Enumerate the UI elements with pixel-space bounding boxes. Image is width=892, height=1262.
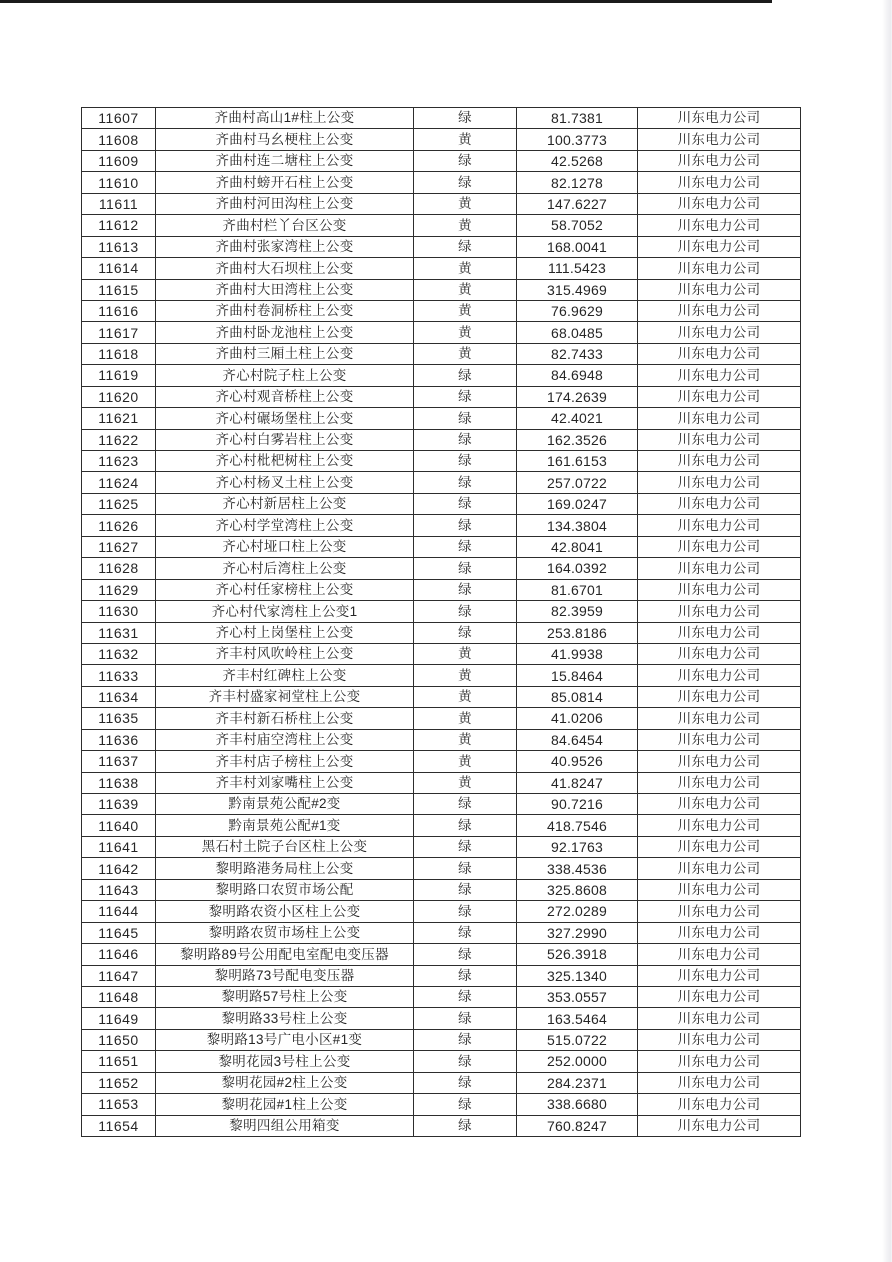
cell-company-name: 川东电力公司 (638, 965, 801, 986)
cell-status-color: 黄 (414, 772, 517, 793)
cell-record-id: 11617 (82, 322, 156, 343)
cell-transformer-name: 黑石村土院子台区柱上公变 (156, 836, 414, 857)
cell-record-id: 11615 (82, 279, 156, 300)
cell-company-name: 川东电力公司 (638, 643, 801, 664)
cell-company-name: 川东电力公司 (638, 300, 801, 321)
cell-transformer-name: 齐丰村红碑柱上公变 (156, 665, 414, 686)
cell-record-id: 11650 (82, 1029, 156, 1050)
cell-company-name: 川东电力公司 (638, 322, 801, 343)
cell-status-color: 绿 (414, 901, 517, 922)
cell-status-color: 绿 (414, 558, 517, 579)
cell-record-id: 11613 (82, 236, 156, 257)
table-row (82, 215, 801, 236)
cell-capacity-value: 257.0722 (517, 472, 638, 493)
cell-record-id: 11622 (82, 429, 156, 450)
cell-status-color: 黄 (414, 708, 517, 729)
cell-status-color: 绿 (414, 794, 517, 815)
cell-status-color: 绿 (414, 150, 517, 171)
table-row (82, 1008, 801, 1029)
cell-company-name: 川东电力公司 (638, 408, 801, 429)
cell-company-name: 川东电力公司 (638, 579, 801, 600)
cell-record-id: 11628 (82, 558, 156, 579)
cell-capacity-value: 253.8186 (517, 622, 638, 643)
cell-status-color: 绿 (414, 536, 517, 557)
table-row (82, 879, 801, 900)
cell-status-color: 黄 (414, 751, 517, 772)
cell-capacity-value: 111.5423 (517, 258, 638, 279)
cell-transformer-name: 齐曲村三厢土柱上公变 (156, 343, 414, 364)
cell-company-name: 川东电力公司 (638, 836, 801, 857)
cell-record-id: 11621 (82, 408, 156, 429)
cell-capacity-value: 92.1763 (517, 836, 638, 857)
cell-capacity-value: 82.3959 (517, 601, 638, 622)
cell-transformer-name: 黎明路口农贸市场公配 (156, 879, 414, 900)
cell-status-color: 绿 (414, 408, 517, 429)
table-row (82, 150, 801, 171)
table-row (82, 236, 801, 257)
cell-company-name: 川东电力公司 (638, 108, 801, 129)
cell-status-color: 绿 (414, 515, 517, 536)
table-row (82, 129, 801, 150)
scan-top-bar-artifact (0, 0, 772, 3)
cell-transformer-name: 齐曲村高山1#柱上公变 (156, 108, 414, 129)
cell-record-id: 11645 (82, 922, 156, 943)
cell-record-id: 11646 (82, 944, 156, 965)
cell-status-color: 绿 (414, 1029, 517, 1050)
cell-transformer-name: 齐曲村大田湾柱上公变 (156, 279, 414, 300)
cell-record-id: 11611 (82, 193, 156, 214)
cell-status-color: 绿 (414, 622, 517, 643)
table-row (82, 579, 801, 600)
cell-capacity-value: 76.9629 (517, 300, 638, 321)
cell-capacity-value: 42.8041 (517, 536, 638, 557)
table-row (82, 751, 801, 772)
cell-company-name: 川东电力公司 (638, 922, 801, 943)
table-row (82, 601, 801, 622)
cell-company-name: 川东电力公司 (638, 1008, 801, 1029)
cell-capacity-value: 81.7381 (517, 108, 638, 129)
cell-status-color: 绿 (414, 108, 517, 129)
cell-record-id: 11630 (82, 601, 156, 622)
cell-company-name: 川东电力公司 (638, 708, 801, 729)
cell-record-id: 11632 (82, 643, 156, 664)
cell-company-name: 川东电力公司 (638, 150, 801, 171)
cell-capacity-value: 82.1278 (517, 172, 638, 193)
cell-company-name: 川东电力公司 (638, 536, 801, 557)
cell-status-color: 绿 (414, 601, 517, 622)
table-row (82, 708, 801, 729)
cell-transformer-name: 齐曲村栏丫台区公变 (156, 215, 414, 236)
cell-company-name: 川东电力公司 (638, 794, 801, 815)
cell-transformer-name: 齐丰村新石桥柱上公变 (156, 708, 414, 729)
cell-capacity-value: 82.7433 (517, 343, 638, 364)
cell-capacity-value: 338.4536 (517, 858, 638, 879)
table-row (82, 108, 801, 129)
table-row (82, 386, 801, 407)
cell-capacity-value: 163.5464 (517, 1008, 638, 1029)
cell-capacity-value: 272.0289 (517, 901, 638, 922)
cell-record-id: 11607 (82, 108, 156, 129)
cell-company-name: 川东电力公司 (638, 772, 801, 793)
cell-transformer-name: 齐心村碾场堡柱上公变 (156, 408, 414, 429)
table-row (82, 279, 801, 300)
cell-capacity-value: 90.7216 (517, 794, 638, 815)
cell-record-id: 11639 (82, 794, 156, 815)
cell-transformer-name: 黎明路89号公用配电室配电变压器 (156, 944, 414, 965)
cell-transformer-name: 齐曲村张家湾柱上公变 (156, 236, 414, 257)
cell-transformer-name: 齐心村枇杷树柱上公变 (156, 451, 414, 472)
cell-record-id: 11626 (82, 515, 156, 536)
cell-status-color: 黄 (414, 665, 517, 686)
cell-status-color: 绿 (414, 858, 517, 879)
cell-capacity-value: 162.3526 (517, 429, 638, 450)
table-row (82, 643, 801, 664)
cell-record-id: 11647 (82, 965, 156, 986)
cell-transformer-name: 齐心村上岗堡柱上公变 (156, 622, 414, 643)
cell-capacity-value: 15.8464 (517, 665, 638, 686)
table-row (82, 1072, 801, 1093)
cell-transformer-name: 齐心村院子柱上公变 (156, 365, 414, 386)
cell-company-name: 川东电力公司 (638, 558, 801, 579)
cell-record-id: 11648 (82, 986, 156, 1007)
table-row (82, 493, 801, 514)
cell-company-name: 川东电力公司 (638, 493, 801, 514)
cell-transformer-name: 齐心村后湾柱上公变 (156, 558, 414, 579)
cell-transformer-name: 齐心村学堂湾柱上公变 (156, 515, 414, 536)
table-row (82, 729, 801, 750)
cell-company-name: 川东电力公司 (638, 1115, 801, 1136)
cell-company-name: 川东电力公司 (638, 901, 801, 922)
cell-company-name: 川东电力公司 (638, 472, 801, 493)
cell-company-name: 川东电力公司 (638, 1029, 801, 1050)
table-row (82, 536, 801, 557)
cell-company-name: 川东电力公司 (638, 215, 801, 236)
cell-record-id: 11653 (82, 1094, 156, 1115)
cell-record-id: 11649 (82, 1008, 156, 1029)
cell-capacity-value: 85.0814 (517, 686, 638, 707)
cell-company-name: 川东电力公司 (638, 879, 801, 900)
cell-company-name: 川东电力公司 (638, 129, 801, 150)
table-row (82, 429, 801, 450)
cell-status-color: 黄 (414, 129, 517, 150)
cell-capacity-value: 338.6680 (517, 1094, 638, 1115)
table-row (82, 300, 801, 321)
cell-record-id: 11631 (82, 622, 156, 643)
table-row (82, 408, 801, 429)
cell-transformer-name: 黔南景苑公配#2变 (156, 794, 414, 815)
cell-status-color: 绿 (414, 965, 517, 986)
cell-capacity-value: 526.3918 (517, 944, 638, 965)
cell-capacity-value: 515.0722 (517, 1029, 638, 1050)
cell-company-name: 川东电力公司 (638, 172, 801, 193)
cell-transformer-name: 齐曲村螃开石柱上公变 (156, 172, 414, 193)
cell-transformer-name: 黎明路13号广电小区#1变 (156, 1029, 414, 1050)
cell-transformer-name: 黎明路73号配电变压器 (156, 965, 414, 986)
cell-company-name: 川东电力公司 (638, 258, 801, 279)
table-body (82, 108, 801, 1137)
cell-transformer-name: 齐曲村河田沟柱上公变 (156, 193, 414, 214)
cell-status-color: 绿 (414, 944, 517, 965)
cell-company-name: 川东电力公司 (638, 986, 801, 1007)
cell-status-color: 黄 (414, 215, 517, 236)
cell-transformer-name: 黎明路33号柱上公变 (156, 1008, 414, 1029)
cell-status-color: 绿 (414, 986, 517, 1007)
cell-record-id: 11635 (82, 708, 156, 729)
cell-status-color: 绿 (414, 1072, 517, 1093)
cell-transformer-name: 黎明路57号柱上公变 (156, 986, 414, 1007)
cell-transformer-name: 齐丰村刘家嘴柱上公变 (156, 772, 414, 793)
cell-record-id: 11638 (82, 772, 156, 793)
cell-transformer-name: 齐曲村卷洞桥柱上公变 (156, 300, 414, 321)
table-row (82, 172, 801, 193)
table-row (82, 794, 801, 815)
cell-status-color: 绿 (414, 922, 517, 943)
cell-status-color: 绿 (414, 451, 517, 472)
cell-record-id: 11644 (82, 901, 156, 922)
table-row (82, 1115, 801, 1136)
cell-company-name: 川东电力公司 (638, 236, 801, 257)
cell-status-color: 绿 (414, 1051, 517, 1072)
cell-status-color: 黄 (414, 193, 517, 214)
cell-record-id: 11636 (82, 729, 156, 750)
cell-transformer-name: 黎明四组公用箱变 (156, 1115, 414, 1136)
table-row (82, 258, 801, 279)
table-row (82, 901, 801, 922)
cell-transformer-name: 齐丰村风吹岭柱上公变 (156, 643, 414, 664)
cell-capacity-value: 41.9938 (517, 643, 638, 664)
table-row (82, 965, 801, 986)
cell-record-id: 11624 (82, 472, 156, 493)
cell-status-color: 绿 (414, 172, 517, 193)
table-row (82, 451, 801, 472)
cell-record-id: 11619 (82, 365, 156, 386)
cell-capacity-value: 164.0392 (517, 558, 638, 579)
cell-status-color: 绿 (414, 236, 517, 257)
cell-capacity-value: 41.8247 (517, 772, 638, 793)
cell-transformer-name: 黎明路农贸市场柱上公变 (156, 922, 414, 943)
cell-record-id: 11641 (82, 836, 156, 857)
cell-status-color: 绿 (414, 879, 517, 900)
table-row (82, 558, 801, 579)
cell-transformer-name: 齐曲村连二塘柱上公变 (156, 150, 414, 171)
cell-capacity-value: 174.2639 (517, 386, 638, 407)
cell-record-id: 11612 (82, 215, 156, 236)
cell-record-id: 11609 (82, 150, 156, 171)
cell-record-id: 11623 (82, 451, 156, 472)
cell-capacity-value: 81.6701 (517, 579, 638, 600)
table-row (82, 772, 801, 793)
cell-record-id: 11608 (82, 129, 156, 150)
table-row (82, 836, 801, 857)
table-row (82, 1029, 801, 1050)
cell-status-color: 黄 (414, 300, 517, 321)
cell-capacity-value: 40.9526 (517, 751, 638, 772)
cell-capacity-value: 418.7546 (517, 815, 638, 836)
cell-status-color: 黄 (414, 729, 517, 750)
cell-company-name: 川东电力公司 (638, 279, 801, 300)
cell-company-name: 川东电力公司 (638, 193, 801, 214)
cell-status-color: 绿 (414, 365, 517, 386)
cell-record-id: 11616 (82, 300, 156, 321)
cell-record-id: 11614 (82, 258, 156, 279)
cell-status-color: 黄 (414, 258, 517, 279)
table-row (82, 472, 801, 493)
cell-company-name: 川东电力公司 (638, 365, 801, 386)
cell-company-name: 川东电力公司 (638, 1072, 801, 1093)
cell-transformer-name: 齐丰村店子榜柱上公变 (156, 751, 414, 772)
cell-capacity-value: 68.0485 (517, 322, 638, 343)
cell-company-name: 川东电力公司 (638, 944, 801, 965)
cell-status-color: 黄 (414, 686, 517, 707)
cell-capacity-value: 42.5268 (517, 150, 638, 171)
table-row (82, 1051, 801, 1072)
cell-capacity-value: 84.6948 (517, 365, 638, 386)
cell-company-name: 川东电力公司 (638, 622, 801, 643)
transformer-table (81, 107, 801, 1137)
cell-transformer-name: 黎明花园#1柱上公变 (156, 1094, 414, 1115)
cell-status-color: 黄 (414, 343, 517, 364)
cell-record-id: 11652 (82, 1072, 156, 1093)
cell-transformer-name: 齐心村代家湾柱上公变1 (156, 601, 414, 622)
cell-record-id: 11620 (82, 386, 156, 407)
cell-transformer-name: 齐心村新居柱上公变 (156, 493, 414, 514)
cell-capacity-value: 168.0041 (517, 236, 638, 257)
cell-transformer-name: 齐丰村盛家祠堂柱上公变 (156, 686, 414, 707)
cell-status-color: 绿 (414, 1094, 517, 1115)
cell-transformer-name: 齐丰村庙空湾柱上公变 (156, 729, 414, 750)
cell-company-name: 川东电力公司 (638, 1051, 801, 1072)
cell-transformer-name: 齐心村白雾岩柱上公变 (156, 429, 414, 450)
cell-record-id: 11610 (82, 172, 156, 193)
cell-company-name: 川东电力公司 (638, 451, 801, 472)
table-row (82, 365, 801, 386)
table-row (82, 944, 801, 965)
cell-status-color: 黄 (414, 322, 517, 343)
cell-transformer-name: 黎明花园3号柱上公变 (156, 1051, 414, 1072)
cell-transformer-name: 黎明路港务局柱上公变 (156, 858, 414, 879)
cell-company-name: 川东电力公司 (638, 858, 801, 879)
cell-record-id: 11651 (82, 1051, 156, 1072)
cell-capacity-value: 760.8247 (517, 1115, 638, 1136)
table-row (82, 858, 801, 879)
table-row (82, 1094, 801, 1115)
cell-transformer-name: 黔南景苑公配#1变 (156, 815, 414, 836)
cell-capacity-value: 325.1340 (517, 965, 638, 986)
cell-record-id: 11634 (82, 686, 156, 707)
cell-transformer-name: 齐心村杨叉土柱上公变 (156, 472, 414, 493)
cell-company-name: 川东电力公司 (638, 1094, 801, 1115)
cell-record-id: 11637 (82, 751, 156, 772)
cell-record-id: 11629 (82, 579, 156, 600)
cell-transformer-name: 齐心村垭口柱上公变 (156, 536, 414, 557)
table-row (82, 686, 801, 707)
table-row (82, 343, 801, 364)
cell-capacity-value: 58.7052 (517, 215, 638, 236)
cell-transformer-name: 齐曲村卧龙池柱上公变 (156, 322, 414, 343)
cell-company-name: 川东电力公司 (638, 601, 801, 622)
cell-status-color: 绿 (414, 1115, 517, 1136)
cell-status-color: 黄 (414, 643, 517, 664)
cell-record-id: 11625 (82, 493, 156, 514)
cell-capacity-value: 42.4021 (517, 408, 638, 429)
cell-record-id: 11654 (82, 1115, 156, 1136)
cell-status-color: 绿 (414, 386, 517, 407)
table-row (82, 815, 801, 836)
cell-status-color: 绿 (414, 429, 517, 450)
cell-record-id: 11642 (82, 858, 156, 879)
cell-capacity-value: 353.0557 (517, 986, 638, 1007)
cell-status-color: 绿 (414, 836, 517, 857)
cell-capacity-value: 327.2990 (517, 922, 638, 943)
cell-record-id: 11643 (82, 879, 156, 900)
cell-capacity-value: 284.2371 (517, 1072, 638, 1093)
cell-company-name: 川东电力公司 (638, 386, 801, 407)
cell-status-color: 绿 (414, 493, 517, 514)
cell-company-name: 川东电力公司 (638, 515, 801, 536)
cell-capacity-value: 41.0206 (517, 708, 638, 729)
cell-company-name: 川东电力公司 (638, 815, 801, 836)
cell-record-id: 11633 (82, 665, 156, 686)
cell-transformer-name: 齐心村观音桥柱上公变 (156, 386, 414, 407)
cell-capacity-value: 147.6227 (517, 193, 638, 214)
table-row (82, 322, 801, 343)
cell-company-name: 川东电力公司 (638, 729, 801, 750)
cell-company-name: 川东电力公司 (638, 686, 801, 707)
cell-transformer-name: 黎明路农资小区柱上公变 (156, 901, 414, 922)
cell-transformer-name: 齐曲村马幺梗柱上公变 (156, 129, 414, 150)
cell-capacity-value: 325.8608 (517, 879, 638, 900)
table-row (82, 665, 801, 686)
cell-transformer-name: 黎明花园#2柱上公变 (156, 1072, 414, 1093)
cell-capacity-value: 100.3773 (517, 129, 638, 150)
table-row (82, 193, 801, 214)
cell-status-color: 绿 (414, 1008, 517, 1029)
scan-right-edge-shadow (882, 0, 892, 1262)
cell-status-color: 绿 (414, 815, 517, 836)
cell-capacity-value: 84.6454 (517, 729, 638, 750)
cell-record-id: 11627 (82, 536, 156, 557)
table-row (82, 922, 801, 943)
table-row (82, 622, 801, 643)
cell-transformer-name: 齐曲村大石坝柱上公变 (156, 258, 414, 279)
cell-status-color: 绿 (414, 579, 517, 600)
cell-capacity-value: 134.3804 (517, 515, 638, 536)
cell-company-name: 川东电力公司 (638, 751, 801, 772)
cell-company-name: 川东电力公司 (638, 429, 801, 450)
cell-transformer-name: 齐心村任家榜柱上公变 (156, 579, 414, 600)
table-row (82, 515, 801, 536)
table-row (82, 986, 801, 1007)
cell-record-id: 11618 (82, 343, 156, 364)
cell-capacity-value: 315.4969 (517, 279, 638, 300)
cell-status-color: 绿 (414, 472, 517, 493)
cell-capacity-value: 252.0000 (517, 1051, 638, 1072)
cell-record-id: 11640 (82, 815, 156, 836)
cell-capacity-value: 169.0247 (517, 493, 638, 514)
cell-company-name: 川东电力公司 (638, 665, 801, 686)
cell-status-color: 黄 (414, 279, 517, 300)
cell-company-name: 川东电力公司 (638, 343, 801, 364)
cell-capacity-value: 161.6153 (517, 451, 638, 472)
